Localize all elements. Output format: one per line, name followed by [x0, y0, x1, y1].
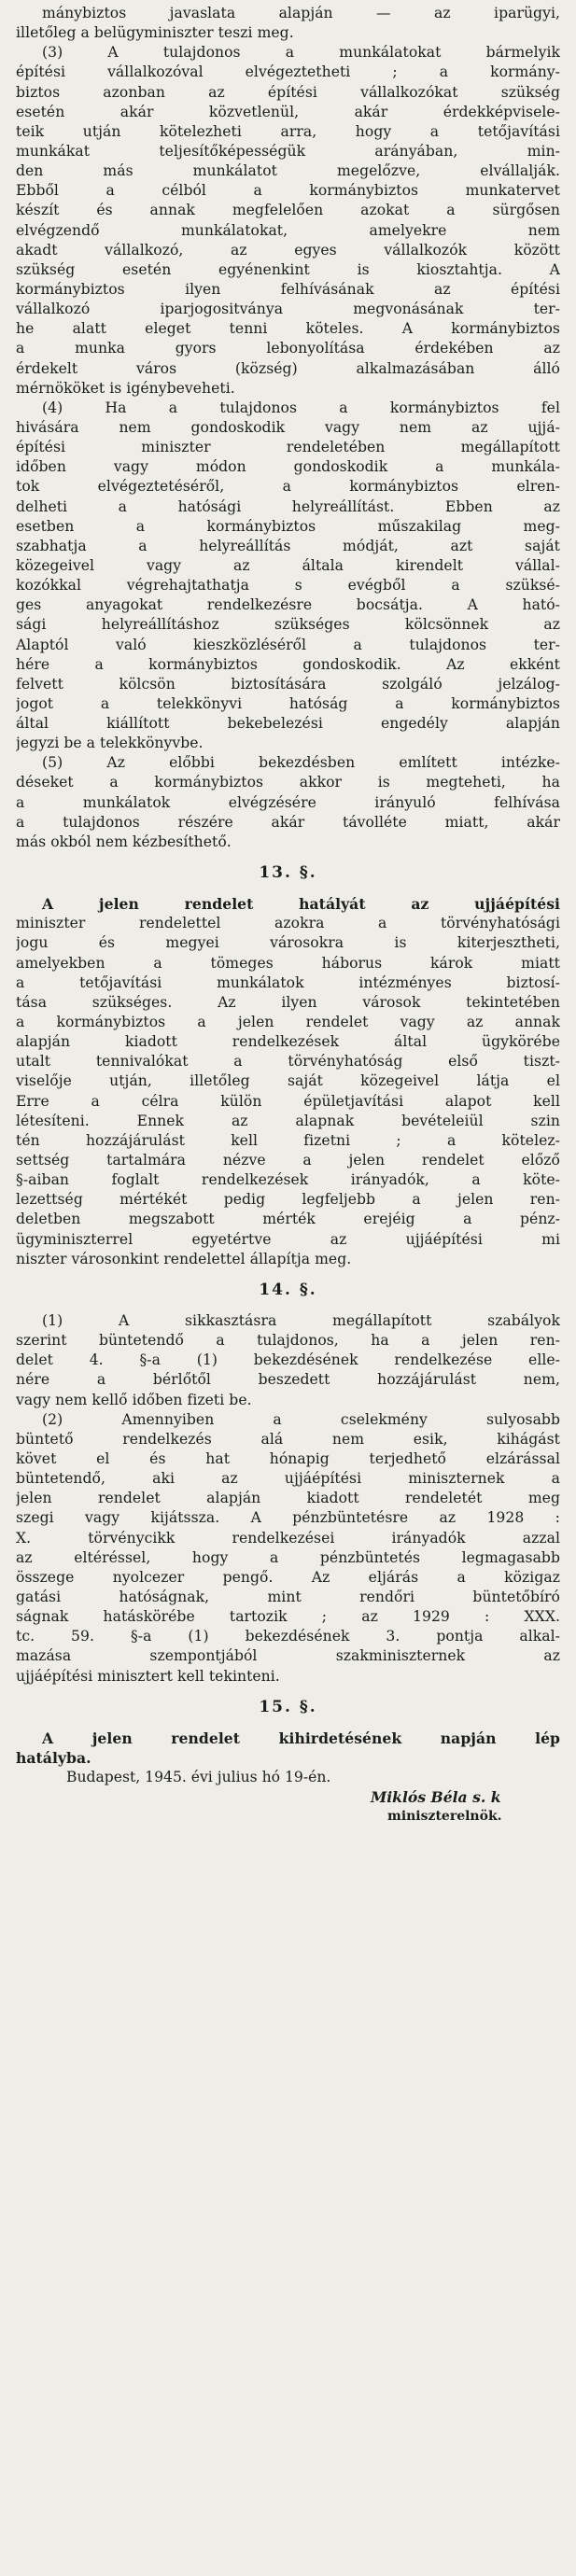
- text-line: alapján kiadott rendelkezések által ügykörébe: [16, 1033, 560, 1051]
- text-line: a munka gyors lebonyolítása érdekében az: [16, 340, 560, 357]
- text-line: déseket a kormánybiztos akkor is megteheti, ha: [16, 774, 560, 791]
- text-line: lezettség mértékét pedig legfeljebb a jelen ren-: [16, 1191, 560, 1209]
- text-line: a tetőjavítási munkálatok intézményes biztosí-: [16, 973, 560, 991]
- text-line: Alaptól való kieszközléséről a tulajdonos ter-: [16, 636, 560, 653]
- text-line: (2) Amennyiben a cselekmény sulyosabb: [42, 1410, 560, 1428]
- signature: Miklós Béla s. k: [371, 1788, 501, 1807]
- text-line: den más munkálatot megelőzve, elvállalják.: [16, 162, 560, 180]
- text-line: hatályba.: [16, 1748, 91, 1767]
- text-line: szükség esetén egyénenkint is kiosztahtja. A: [16, 260, 560, 278]
- text-line: akadt vállalkozó, az egyes vállalkozók között: [16, 241, 560, 259]
- paragraph-s13: [16, 863, 560, 1269]
- section-heading: 13. §.: [259, 863, 317, 883]
- text-line: jogot a telekkönyvi hatóság a kormánybiztos: [16, 694, 560, 712]
- text-line: követ el és hat hónapig terjedhető elzárással: [16, 1449, 560, 1467]
- text-line: sági helyreállításhoz szükséges kölcsönnek az: [16, 616, 560, 634]
- text-line: A jelen rendelet kihirdetésének napján lép: [42, 1729, 560, 1747]
- signatory-title: miniszterelnök.: [387, 1809, 502, 1825]
- text-line: he alatt eleget tenni köteles. A kormánybiztos: [16, 320, 560, 338]
- text-line: kozókkal végrehajtathatja s evégből a szüksé-: [16, 577, 560, 595]
- text-line: settség tartalmára nézve a jelen rendelet előző: [16, 1152, 560, 1169]
- text-line: esetben a kormánybiztos műszakilag meg-: [16, 517, 560, 535]
- paragraph-intro: [16, 4, 560, 43]
- text-line: érdekelt város (község) alkalmazásában álló: [16, 359, 560, 377]
- text-line: építési vállalkozóval elvégeztetheti ; a kormány-: [16, 63, 560, 81]
- text-line: a munkálatok elvégzésére irányuló felhívása: [16, 793, 560, 811]
- text-line: (5) Az előbbi bekezdésben említett intézke-: [42, 754, 560, 772]
- paragraph-s14: [16, 1281, 560, 1687]
- date-line: Budapest, 1945. évi julius hó 19-én.: [66, 1769, 331, 1786]
- text-line: büntetendő, aki az ujjáépítési miniszternek a: [16, 1470, 560, 1488]
- section-heading: 14. §.: [259, 1280, 317, 1299]
- text-line: ügyminiszterrel egyetértve az ujjáépítési mi: [16, 1230, 560, 1248]
- text-line: jelen rendelet alapján kiadott rendeletét meg: [16, 1490, 560, 1507]
- text-line: a tulajdonos részére akár távolléte miatt, akár: [16, 813, 560, 831]
- text-line: mánybiztos javaslata alapján — az iparügyi,: [42, 5, 560, 21]
- text-line: az eltéréssel, hogy a pénzbüntetés legmagasabb: [16, 1548, 560, 1566]
- text-line: A jelen rendelet hatályát az ujjáépítési: [42, 895, 560, 914]
- text-line: közegeivel vagy az általa kirendelt vállal-: [16, 556, 560, 574]
- text-line: ges anyagokat rendelkezésre bocsátja. A ható-: [16, 596, 560, 614]
- text-line: felvett kölcsön biztosítására szolgáló jelzálog-: [16, 675, 560, 693]
- text-line: hére a kormánybiztos gondoskodik. Az ekként: [16, 655, 560, 673]
- text-line: X. törvénycikk rendelkezései irányadók azzal: [16, 1529, 560, 1547]
- text-line: Erre a célra külön épületjavítási alapot kell: [16, 1092, 560, 1110]
- text-line: gatási hatóságnak, mint rendőri büntetőbíró: [16, 1588, 560, 1605]
- text-line: más okból nem kézbesíthető.: [16, 833, 232, 850]
- text-line: időben vagy módon gondoskodik a munkála-: [16, 458, 560, 476]
- text-line: építési miniszter rendeletében megállapított: [16, 439, 560, 456]
- text-line: Ebből a célból a kormánybiztos munkatervet: [16, 182, 560, 200]
- text-line: ságnak hatáskörébe tartozik ; az 1929 : XXX.: [16, 1608, 560, 1626]
- text-line: szerint büntetendő a tulajdonos, ha a jelen ren-: [16, 1332, 560, 1350]
- text-line: deletben megszabott mérték erejéig a pénz-: [16, 1211, 560, 1228]
- text-line: §-aiban foglalt rendelkezések irányadók, a köte-: [16, 1171, 560, 1189]
- text-line: biztos azonban az építési vállalkozókat szükség: [16, 83, 560, 101]
- text-line: (1) A sikkasztásra megállapított szabályok: [42, 1312, 560, 1329]
- text-line: jogu és megyei városokra is kiterjesztheti,: [16, 934, 560, 952]
- text-line: létesíteni. Ennek az alapnak bevételeiül szin: [16, 1112, 560, 1129]
- text-line: delet 4. §-a (1) bekezdésének rendelkezése elle-: [16, 1351, 560, 1369]
- text-line: viselője utján, illetőleg saját közegeivel látja el: [16, 1072, 560, 1090]
- text-line: összege nyolcezer pengő. Az eljárás a közigaz: [16, 1568, 560, 1586]
- text-line: esetén akár közvetlenül, akár érdekképvisele-: [16, 103, 560, 120]
- text-line: munkákat teljesítőképességük arányában, min-: [16, 142, 560, 160]
- text-line: a kormánybiztos a jelen rendelet vagy az annak: [16, 1014, 560, 1031]
- text-line: tc. 59. §-a (1) bekezdésének 3. pontja alkal-: [16, 1628, 560, 1645]
- text-line: szegi vagy kijátssza. A pénzbüntetésre az 1928 :: [16, 1509, 560, 1527]
- text-line: hivására nem gondoskodik vagy nem az ujjá-: [16, 418, 560, 436]
- text-line: (4) Ha a tulajdonos a kormánybiztos fel: [42, 399, 560, 416]
- text-line: teik utján kötelezheti arra, hogy a tetőjavítási: [16, 122, 560, 140]
- text-line: vagy nem kellő időben fizeti be.: [16, 1391, 252, 1408]
- document-body: [16, 4, 560, 1768]
- text-line: amelyekben a tömeges háborus károk miatt: [16, 954, 560, 972]
- text-line: által kiállított bekebelezési engedély alapján: [16, 715, 560, 733]
- text-line: niszter városonkint rendelettel állapítja meg.: [16, 1250, 352, 1267]
- paragraph-p5: [16, 753, 560, 852]
- text-line: elvégzendő munkálatokat, amelyekre nem: [16, 221, 560, 239]
- text-line: jegyzi be a telekkönyvbe.: [16, 735, 204, 752]
- text-line: delheti a hatósági helyreállítást. Ebben az: [16, 497, 560, 515]
- paragraph-p3: [16, 43, 560, 399]
- paragraph-s15: [16, 1698, 560, 1768]
- text-line: illetőleg a belügyminiszter teszi meg.: [16, 24, 294, 42]
- text-line: mazása szempontjából szakminiszternek az: [16, 1647, 560, 1665]
- text-line: tok elvégeztetéséről, a kormánybiztos elren-: [16, 478, 560, 496]
- text-line: készít és annak megfelelően azokat a sürgősen: [16, 202, 560, 219]
- text-line: mérnököket is igénybeveheti.: [16, 379, 235, 397]
- text-line: kormánybiztos ilyen felhívásának az építési: [16, 280, 560, 298]
- text-line: vállalkozó iparjogositványa megvonásának ter-: [16, 301, 560, 318]
- text-line: tén hozzájárulást kell fizetni ; a kötelez-: [16, 1131, 560, 1149]
- text-line: (3) A tulajdonos a munkálatokat bármelyik: [42, 44, 560, 62]
- text-line: szabhatja a helyreállítás módját, azt saját: [16, 537, 560, 554]
- paragraph-p4: [16, 399, 560, 754]
- text-line: ujjáépítési minisztert kell tekinteni.: [16, 1667, 280, 1685]
- text-line: utalt tennivalókat a törvényhatóság első tiszt-: [16, 1053, 560, 1071]
- section-heading: 15. §.: [259, 1697, 317, 1716]
- text-line: tása szükséges. Az ilyen városok tekintetében: [16, 993, 560, 1011]
- text-line: miniszter rendelettel azokra a törvényhatósági: [16, 915, 560, 932]
- text-line: nére a bérlőtől beszedett hozzájárulást nem,: [16, 1371, 560, 1389]
- text-line: büntető rendelkezés alá nem esik, kihágást: [16, 1430, 560, 1448]
